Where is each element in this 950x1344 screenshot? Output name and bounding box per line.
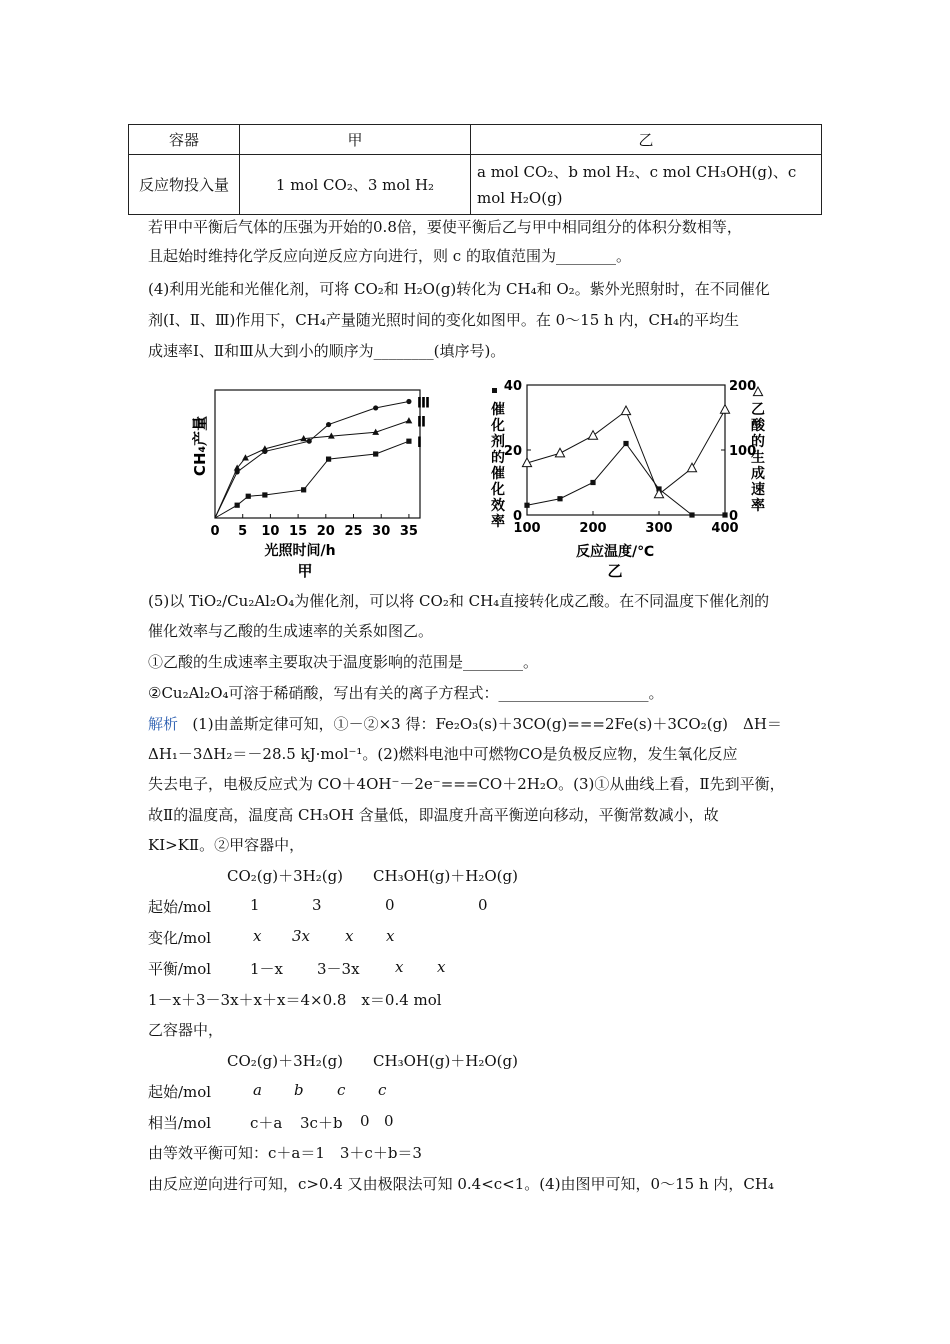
yi-equiv-co2: c＋a	[250, 1114, 283, 1132]
chart-jia-xtick-label: 0	[210, 524, 220, 539]
analysis-text1: (1)由盖斯定律可知，①－②×3 得：Fe₂O₃(s)＋3CO(g)===2Fe(s)＋3CO₂(g) ΔH＝	[192, 715, 782, 733]
chart-jia-point	[406, 439, 411, 444]
chart-jia-title: 甲	[297, 562, 313, 580]
yi-equiv-ch3oh: 0	[360, 1112, 370, 1130]
chart-jia-point	[242, 454, 249, 460]
chart-yi-point	[689, 512, 694, 517]
yi-equiv-label: 相当/mol	[148, 1114, 212, 1132]
q5-sub2: ②Cu₂Al₂O₄可溶于稀硝酸，写出有关的离子方程式：____________________。	[148, 684, 664, 702]
jia-start-h2: 3	[312, 896, 322, 914]
chart-jia-point	[326, 422, 331, 427]
q5-line1: (5)以 TiO₂/Cu₂Al₂O₄为催化剂，可以将 CO₂和 CH₄直接转化成乙酸。在不同温度下催化剂的	[148, 592, 770, 610]
chart-yi-ylabel-left-char: 催	[491, 466, 505, 482]
chart-jia-xtick-label: 30	[372, 524, 391, 539]
yi-equiv-h2o: 0	[384, 1112, 394, 1130]
jia-change-ch3oh: x	[345, 927, 354, 945]
chart-jia-series-label: Ⅲ	[416, 395, 431, 412]
chart-yi-ylabel-left-char: 的	[491, 450, 505, 466]
jia-eq-ch3oh: x	[395, 958, 404, 976]
chart-yi-ylabel-right-char: 酸	[751, 418, 765, 434]
header-container: 容器	[129, 125, 240, 155]
chart-jia-series-line	[215, 421, 409, 518]
chart-jia-xtick-label: 25	[344, 524, 363, 539]
row-label: 反应物投入量	[129, 155, 240, 215]
chart-yi-point	[720, 405, 729, 414]
jia-start-co2: 1	[250, 896, 260, 914]
jia-start-h2o: 0	[478, 896, 488, 914]
cell-yi	[471, 155, 822, 215]
chart-yi-point	[555, 448, 564, 457]
chart-yi-point	[687, 463, 696, 472]
chart-yi-ytick-right-label: 200	[729, 379, 757, 394]
jia-eq-h2: 3－3x	[317, 960, 360, 978]
chart-yi-ytick-right-label: 0	[729, 509, 739, 524]
yi-start-c1: c	[337, 1081, 346, 1099]
chart-yi-ylabel-left-char: 催	[491, 402, 505, 418]
q3-line2: 且起始时维持化学反应向逆反应方向进行，则 c 的取值范围为________。	[148, 247, 631, 265]
chart-jia	[180, 380, 440, 580]
chart-jia-xlabel: 光照时间/h	[264, 543, 336, 559]
chart-yi-ylabel-right	[751, 402, 766, 514]
q4-line1: (4)利用光能和光催化剂，可将 CO₂和 H₂O(g)转化为 CH₄和 O₂。紫外光照射时，在不同催化	[148, 280, 770, 298]
chart-jia-series-label: Ⅰ	[416, 435, 423, 452]
chart-yi-point	[621, 406, 630, 415]
chart-jia-point	[235, 503, 240, 508]
chart-jia-series-label: Ⅱ	[416, 414, 427, 431]
chart-yi-ylabel-left	[490, 401, 505, 530]
yi-equiv-h2: 3c＋b	[300, 1114, 343, 1132]
chart-yi-point	[524, 503, 529, 508]
yi-reaction: CO₂(g)＋3H₂(g) CH₃OH(g)＋H₂O(g)	[227, 1052, 518, 1070]
jia-reaction: CO₂(g)＋3H₂(g) CH₃OH(g)＋H₂O(g)	[227, 867, 518, 885]
chart-yi-xtick-label: 200	[579, 521, 607, 536]
jia-change-co2: x	[253, 927, 262, 945]
chart-yi	[470, 378, 780, 583]
jia-change-label: 变化/mol	[148, 929, 212, 947]
analysis-line2: ΔH₁－3ΔH₂＝－28.5 kJ·mol⁻¹。(2)燃料电池中可燃物CO是负极反应物，发生氧化反应	[148, 745, 738, 763]
chart-yi-xtick-label: 100	[513, 521, 541, 536]
chart-yi-ylabel-left-char: 化	[491, 418, 505, 434]
chart-jia-point	[406, 399, 411, 404]
yi-start-b: b	[294, 1081, 304, 1099]
chart-jia-xtick-label: 10	[261, 524, 280, 539]
chart-jia-ylabel: CH₄产量	[191, 415, 209, 477]
chart-jia-xtick-label: 20	[316, 524, 335, 539]
chart-yi-legend-square-icon	[492, 388, 497, 393]
chart-yi-point	[590, 480, 595, 485]
q4-line3: 成速率Ⅰ、Ⅱ和Ⅲ从大到小的顺序为________(填序号)。	[148, 342, 506, 360]
chart-yi-ylabel-right-char: 生	[751, 450, 765, 466]
q4-line2: 剂(Ⅰ、Ⅱ、Ⅲ)作用下，CH₄产量随光照时间的变化如图甲。在 0～15 h 内，CH₄的平均生	[148, 311, 740, 329]
cell-jia: 1 mol CO₂、3 mol H₂	[240, 155, 471, 215]
jia-eq-h2o: x	[437, 958, 446, 976]
chart-yi-ylabel-left-char: 效	[491, 498, 505, 514]
chart-yi-point	[722, 512, 727, 517]
header-jia: 甲	[240, 125, 471, 155]
chart-yi-ylabel-right-char: 乙	[751, 402, 765, 418]
chart-yi-ylabel-right-char: 率	[751, 498, 765, 514]
header-yi: 乙	[471, 125, 822, 155]
chart-jia-series-line	[215, 441, 409, 518]
yi-start-a: a	[253, 1081, 262, 1099]
chart-yi-ytick-left-label: 0	[512, 509, 522, 524]
chart-jia-point	[307, 439, 312, 444]
q3-line1: 若甲中平衡后气体的压强为开始的0.8倍，要使平衡后乙与甲中相同组分的体积分数相等，	[148, 218, 742, 236]
analysis-line1	[148, 713, 782, 735]
q5-line2: 催化效率与乙酸的生成速率的关系如图乙。	[148, 622, 434, 640]
chart-jia-point	[301, 487, 306, 492]
chart-jia-point	[373, 405, 378, 410]
jia-sum: 1－x＋3－3x＋x＋x＝4×0.8 x＝0.4 mol	[148, 991, 442, 1009]
jia-change-h2o: x	[386, 927, 395, 945]
chart-yi-ylabel-left-char: 率	[491, 514, 505, 530]
chart-jia-point	[262, 492, 267, 497]
chart-jia-xtick-label: 5	[238, 524, 248, 539]
yi-conclusion2: 由反应逆向进行可知，c>0.4 又由极限法可知 0.4<c<1。(4)由图甲可知，0～15 h 内，CH₄	[148, 1175, 774, 1193]
chart-yi-xtick-label: 400	[711, 521, 739, 536]
q5-sub1: ①乙酸的生成速率主要取决于温度影响的范围是________。	[148, 653, 539, 671]
chart-jia-xtick-label: 15	[289, 524, 308, 539]
chart-yi-point	[557, 496, 562, 501]
chart-jia-point	[406, 417, 413, 423]
cell-yi-line1: a mol CO₂、b mol H₂、c mol CH₃OH(g)、c	[477, 162, 797, 181]
chart-yi-xtick-label: 300	[645, 521, 673, 536]
reactant-table	[128, 124, 822, 215]
chart-jia-point	[246, 494, 251, 499]
chart-yi-frame	[527, 385, 725, 515]
chart-yi-ylabel-right-char: 速	[751, 482, 765, 498]
analysis-line4: 故Ⅱ的温度高，温度高 CH₃OH 含量低，即温度升高平衡逆向移动，平衡常数减小，故	[148, 806, 719, 824]
chart-yi-ytick-left-label: 40	[503, 379, 522, 394]
yi-start-c2: c	[378, 1081, 387, 1099]
chart-yi-point	[588, 431, 597, 440]
chart-yi-ylabel-right-char: 的	[751, 434, 765, 450]
chart-yi-point	[623, 441, 628, 446]
jia-change-h2: 3x	[292, 927, 311, 945]
chart-yi-ylabel-left-char: 化	[491, 482, 505, 498]
chart-yi-ylabel-left-char: 剂	[491, 434, 505, 450]
chart-jia-xtick-label: 35	[399, 524, 418, 539]
cell-yi-line2: mol H₂O(g)	[477, 188, 563, 207]
chart-yi-point	[654, 489, 663, 498]
jia-eq-label: 平衡/mol	[148, 960, 212, 978]
yi-intro: 乙容器中，	[148, 1021, 224, 1039]
analysis-line3: 失去电子，电极反应式为 CO＋4OH⁻－2e⁻===CO＋2H₂O。(3)①从曲线上看，Ⅱ先到平衡，	[148, 775, 785, 793]
chart-yi-ytick-right-label: 100	[729, 444, 757, 459]
chart-yi-series-line	[527, 410, 725, 495]
analysis-line5: KⅠ>KⅡ。②甲容器中，	[148, 836, 305, 854]
jia-eq-co2: 1－x	[250, 960, 284, 978]
chart-jia-point	[326, 457, 331, 462]
yi-conclusion1: 由等效平衡可知：c＋a＝1 3＋c＋b＝3	[148, 1144, 422, 1162]
chart-yi-ylabel-right-char: 成	[751, 466, 765, 482]
chart-jia-point	[373, 451, 378, 456]
chart-yi-ytick-left-label: 20	[503, 444, 522, 459]
jia-start-ch3oh: 0	[385, 896, 395, 914]
chart-yi-xlabel: 反应温度/℃	[575, 544, 655, 560]
jia-start-label: 起始/mol	[148, 898, 212, 916]
yi-start-label: 起始/mol	[148, 1083, 212, 1101]
chart-yi-title: 乙	[607, 562, 623, 580]
analysis-label: 解析	[148, 715, 179, 733]
